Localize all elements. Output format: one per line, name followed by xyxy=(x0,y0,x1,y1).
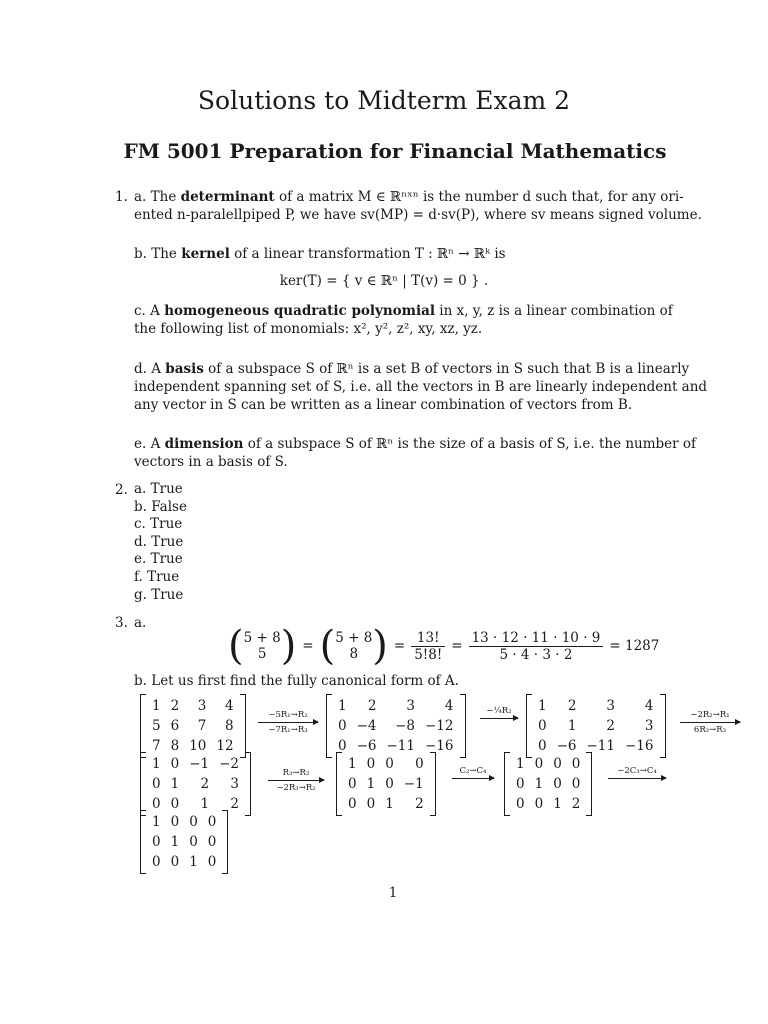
matrix-entry: 0 xyxy=(385,756,394,772)
binom2-bottom: 8 xyxy=(349,646,359,662)
arrow-icon xyxy=(608,778,666,779)
matrix-entry: 1 xyxy=(200,796,210,812)
right-bracket xyxy=(430,752,435,816)
matrix-step-3 xyxy=(526,694,666,758)
row-op-arrow-3 xyxy=(680,710,740,735)
matrix-entry: 0 xyxy=(571,756,581,772)
answer-e: e. True xyxy=(134,551,183,568)
matrix-entry: 0 xyxy=(338,718,347,734)
q2-number: 2. xyxy=(115,482,128,498)
answer-f: f. True xyxy=(134,568,180,585)
equals-sign: = xyxy=(302,638,314,654)
matrix-entry: 4 xyxy=(444,698,454,714)
arrow-icon xyxy=(258,722,318,723)
q1e-pre: A xyxy=(150,436,161,452)
matrix-entry: 8 xyxy=(170,738,180,754)
matrix-entry: 0 xyxy=(152,796,161,812)
answer-c: c. True xyxy=(134,516,183,533)
q1d-line1 xyxy=(134,360,689,378)
col-op-arrow-6 xyxy=(608,766,666,781)
matrix-entry: 3 xyxy=(406,698,415,714)
matrix-entry: 0 xyxy=(534,756,544,772)
matrix-entry: 0 xyxy=(571,776,581,792)
page-number: 1 xyxy=(388,885,398,901)
matrix-entry: 8 xyxy=(224,718,234,734)
matrix-entry: 7 xyxy=(152,738,161,754)
matrix-entry: 3 xyxy=(230,776,239,792)
arrow3-top-label: −2R₂→R₁ xyxy=(690,710,730,720)
binom1-top: 5 + 8 xyxy=(243,630,281,646)
matrix-entry: 0 xyxy=(538,738,547,754)
left-bracket xyxy=(141,810,146,874)
left-bracket xyxy=(505,752,510,816)
q1b-post: of a linear transformation T : ℝⁿ → ℝᵏ is xyxy=(234,246,506,262)
matrix-entry: 0 xyxy=(207,814,217,830)
matrix-entry: 1 xyxy=(385,796,394,812)
matrix-entry: 10 xyxy=(189,738,207,754)
equals-sign: = xyxy=(393,638,406,654)
matrix-step-2 xyxy=(326,694,466,758)
matrix-entry: −4 xyxy=(356,718,377,734)
matrix-entry: 1 xyxy=(152,698,161,714)
binom2-top: 5 + 8 xyxy=(335,630,373,646)
matrix-step-5 xyxy=(336,752,436,816)
arrow-icon xyxy=(268,780,324,781)
q1e-post: of a subspace S of ℝⁿ is the size of a basis of S, i.e. the number of xyxy=(247,436,697,452)
arrow1-top-label: −5R₁→R₂ xyxy=(268,710,308,720)
matrix-entry: −16 xyxy=(625,738,654,754)
q1a-label: a. xyxy=(134,189,147,205)
fraction-product xyxy=(469,630,604,663)
matrix-entry: 1 xyxy=(170,834,180,850)
q1e-line2: vectors in a basis of S. xyxy=(134,454,288,470)
matrix-entry: 0 xyxy=(170,756,180,772)
matrix-entry: 0 xyxy=(152,854,161,870)
q1d-label: d. xyxy=(134,361,147,377)
matrix-entry: 0 xyxy=(516,796,525,812)
q3b-intro: b. Let us first find the fully canonical form of A. xyxy=(134,673,459,689)
matrix-entry: 0 xyxy=(538,718,547,734)
arrow-icon xyxy=(680,722,740,723)
matrix-entry: 2 xyxy=(571,796,581,812)
matrix-entry: 0 xyxy=(348,796,357,812)
answer-a: a. True xyxy=(134,481,183,497)
matrix-entry: 0 xyxy=(534,796,544,812)
course-title: FM 5001 Preparation for Financial Mathematics xyxy=(123,139,667,163)
right-paren: ) xyxy=(280,623,297,669)
right-bracket xyxy=(586,752,591,816)
arrow3-bottom-label: 6R₂→R₃ xyxy=(693,725,727,735)
arrow5-top-label: C₂→C₄ xyxy=(459,766,487,776)
matrix-entry: 7 xyxy=(197,718,207,734)
matrix-step-6 xyxy=(504,752,592,816)
right-bracket xyxy=(240,694,245,758)
arrow4-top-label: R₃→R₂ xyxy=(282,768,310,778)
matrix-entry: 0 xyxy=(152,776,161,792)
frac1-numerator: 13! xyxy=(411,630,445,647)
row-op-arrow-4 xyxy=(268,768,324,793)
col-op-arrow-5 xyxy=(452,766,494,781)
matrix-a-table xyxy=(147,696,239,756)
matrix-entry: 0 xyxy=(553,776,562,792)
binomial-2 xyxy=(335,630,372,662)
right-paren: ) xyxy=(372,623,388,669)
matrix-entry: 0 xyxy=(553,756,562,772)
matrix-entry: 1 xyxy=(338,698,347,714)
q1c-line1 xyxy=(134,302,673,320)
matrix-entry: 2 xyxy=(170,698,180,714)
matrix-step-4 xyxy=(140,752,251,816)
q1e-term: dimension xyxy=(164,436,244,452)
matrix-entry: 1 xyxy=(534,776,544,792)
page-title: Solutions to Midterm Exam 2 xyxy=(197,86,571,115)
matrix-entry: 0 xyxy=(170,854,180,870)
matrix-entry: 0 xyxy=(189,834,198,850)
equals-sign: = xyxy=(451,638,463,654)
matrix-entry: 1 xyxy=(348,756,357,772)
right-bracket xyxy=(222,810,227,874)
arrow1-bottom-label: −7R₁→R₃ xyxy=(268,725,308,735)
arrow2-top-label: −¼R₂ xyxy=(486,706,512,716)
left-bracket xyxy=(141,752,146,816)
frac2-denominator: 5 · 4 · 3 · 2 xyxy=(499,646,573,663)
matrix-entry: 0 xyxy=(207,854,217,870)
binomial-1 xyxy=(244,630,281,662)
q1d-post: of a subspace S of ℝⁿ is a set B of vectors in S such that B is a linearly xyxy=(208,361,690,377)
binom1-bottom: 5 xyxy=(257,646,267,662)
matrix-entry: 0 xyxy=(152,834,161,850)
matrix-entry: 0 xyxy=(207,834,217,850)
binomial-equation xyxy=(228,625,659,667)
matrix-entry: 2 xyxy=(415,796,424,812)
matrix-entry: 6 xyxy=(170,718,180,734)
matrix-entry: 5 xyxy=(152,718,161,734)
matrix-entry: −11 xyxy=(586,738,615,754)
arrow-icon xyxy=(452,778,494,779)
result: = 1287 xyxy=(609,638,660,654)
q1c-post: in x, y, z is a linear combination of xyxy=(439,303,673,319)
left-bracket xyxy=(327,694,332,758)
matrix-entry: 1 xyxy=(152,756,161,772)
matrix-entry: −2 xyxy=(219,756,239,772)
matrix-entry: −6 xyxy=(356,738,377,754)
matrix-entry: −1 xyxy=(403,776,424,792)
kernel-formula: ker(T) = { v ∈ ℝⁿ | T(v) = 0 } . xyxy=(279,273,489,289)
q1-number: 1. xyxy=(115,189,128,205)
right-bracket xyxy=(460,694,465,758)
matrix-entry: 0 xyxy=(348,776,357,792)
q1e-line1 xyxy=(134,435,696,453)
matrix-entry: 0 xyxy=(170,796,180,812)
matrix-entry: 1 xyxy=(366,776,376,792)
matrix-entry: −1 xyxy=(189,756,210,772)
matrix-entry: 1 xyxy=(170,776,180,792)
matrix-entry: −11 xyxy=(386,738,415,754)
q1b-term: kernel xyxy=(181,246,230,262)
q1a-term: determinant xyxy=(180,189,275,205)
q3-number: 3. xyxy=(115,615,128,631)
matrix-entry: 1 xyxy=(152,814,161,830)
right-bracket xyxy=(660,694,665,758)
q1c-pre: A xyxy=(150,303,160,319)
matrix-entry: 3 xyxy=(606,698,615,714)
matrix-entry: 4 xyxy=(644,698,654,714)
q1d-line3: any vector in S can be written as a linear combination of vectors from B. xyxy=(134,397,633,413)
matrix-entry: 4 xyxy=(224,698,234,714)
left-bracket xyxy=(337,752,342,816)
matrix-entry: 2 xyxy=(567,698,577,714)
q1c-label: c. xyxy=(134,303,146,319)
left-bracket xyxy=(141,694,146,758)
matrix-entry: 2 xyxy=(200,776,210,792)
matrix-entry: 0 xyxy=(189,814,198,830)
arrow4-bottom-label: −2R₃→R₂ xyxy=(276,783,316,793)
frac1-denominator: 5!8! xyxy=(414,646,443,663)
matrix-entry: 0 xyxy=(385,776,394,792)
q1b-pre: The xyxy=(151,246,177,262)
q3a-label: a. xyxy=(134,615,147,631)
matrix-canonical xyxy=(140,810,228,874)
matrix-a xyxy=(140,694,246,758)
matrix-entry: 0 xyxy=(516,776,525,792)
q1e-label: e. xyxy=(134,436,147,452)
q1d-pre: A xyxy=(151,361,161,377)
matrix-entry: 0 xyxy=(415,756,424,772)
left-paren: ( xyxy=(228,623,244,669)
matrix-entry: 1 xyxy=(567,718,577,734)
q1b-line1 xyxy=(134,245,506,263)
matrix-entry: 0 xyxy=(338,738,347,754)
matrix-entry: 0 xyxy=(366,756,376,772)
matrix-entry: 1 xyxy=(516,756,525,772)
q1c-line2: the following list of monomials: x², y², z², xy, xz, yz. xyxy=(134,321,483,337)
matrix-entry: 12 xyxy=(216,738,234,754)
frac2-numerator: 13 · 12 · 11 · 10 · 9 xyxy=(469,630,604,647)
q1a-post: of a matrix M ∈ ℝⁿˣⁿ is the number d such that, for any ori- xyxy=(278,189,684,205)
matrix-entry: 0 xyxy=(366,796,376,812)
q1c-term: homogeneous quadratic polynomial xyxy=(164,303,435,319)
row-op-arrow-1 xyxy=(258,710,318,735)
right-bracket xyxy=(245,752,250,816)
matrix-entry: 1 xyxy=(553,796,562,812)
matrix-entry: −16 xyxy=(425,738,454,754)
matrix-entry: 2 xyxy=(367,698,377,714)
matrix-entry: 1 xyxy=(189,854,198,870)
q1a-pre: The xyxy=(150,189,177,205)
q1d-term: basis xyxy=(165,361,204,377)
fraction-factorial xyxy=(411,630,445,663)
left-paren: ( xyxy=(319,623,336,669)
arrow6-top-label: −2C₃→C₄ xyxy=(617,766,657,776)
matrix-entry: 3 xyxy=(644,718,654,734)
row-op-arrow-2 xyxy=(480,706,518,721)
q1a-line1 xyxy=(134,188,684,206)
matrix-entry: 2 xyxy=(606,718,615,734)
matrix-entry: −6 xyxy=(556,738,577,754)
matrix-entry: 2 xyxy=(230,796,239,812)
matrix-entry: −12 xyxy=(425,718,454,734)
answer-d: d. True xyxy=(134,533,184,550)
left-bracket xyxy=(527,694,532,758)
answer-b: b. False xyxy=(134,498,187,515)
matrix-entry: 3 xyxy=(197,698,207,714)
matrix-entry: 0 xyxy=(170,814,180,830)
q1a-line2: ented n-paralellpiped P, we have sv(MP) = d·sv(P), where sv means signed volume. xyxy=(134,207,702,223)
matrix-entry: −8 xyxy=(395,718,415,734)
answer-g: g. True xyxy=(134,586,184,603)
q1b-label: b. xyxy=(134,246,147,262)
q1d-line2: independent spanning set of S, i.e. all the vectors in B are linearly independent and xyxy=(134,379,708,395)
matrix-entry: 1 xyxy=(538,698,547,714)
arrow-icon xyxy=(480,718,518,719)
true-false-list xyxy=(134,481,187,604)
